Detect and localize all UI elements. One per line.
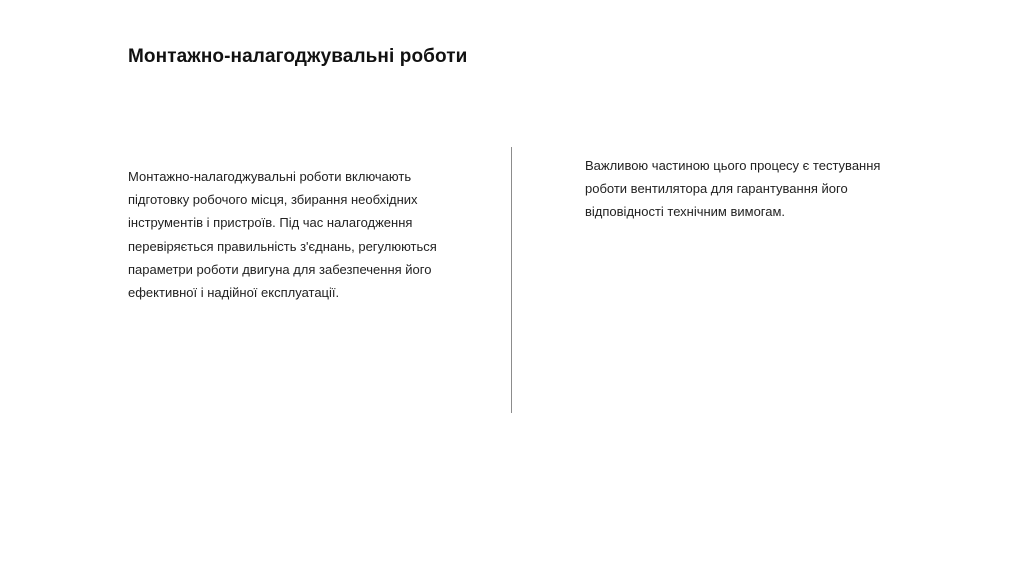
right-text-column xyxy=(585,154,925,224)
right-text-line: відповідності технічним вимогам. xyxy=(585,204,786,220)
left-text-line: підготовку робочого місця, збирання необхідних xyxy=(128,192,418,208)
left-text-column xyxy=(128,165,468,304)
left-text-line: ефективної і надійної експлуатації. xyxy=(128,285,340,301)
left-text-line: перевіряється правильність з'єднань, регулюються xyxy=(128,238,437,254)
left-text-line: інструментів і пристроїв. Під час налагодження xyxy=(128,215,413,231)
right-text-line: Важливою частиною цього процесу є тестування xyxy=(585,158,881,173)
right-text-line: роботи вентилятора для гарантування його xyxy=(585,181,848,197)
column-divider xyxy=(511,147,512,413)
left-text-line: Монтажно-налагоджувальні роботи включають xyxy=(128,169,412,184)
slide-title: Монтажно-налагоджувальні роботи xyxy=(128,46,468,67)
left-text-line: параметри роботи двигуна для забезпечення його xyxy=(128,261,432,277)
